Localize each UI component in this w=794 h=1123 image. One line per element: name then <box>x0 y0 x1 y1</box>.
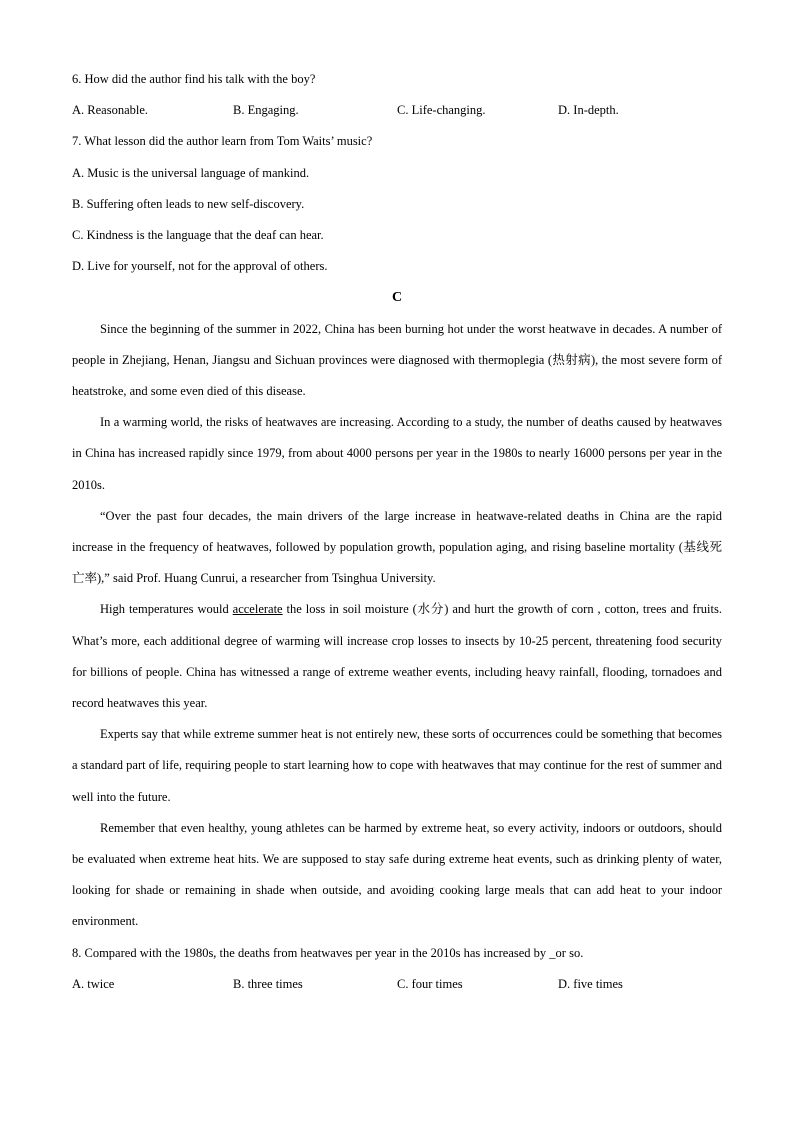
section-title: C <box>391 290 403 306</box>
option-8b: B. three times <box>233 976 303 991</box>
option-6d: D. In-depth. <box>558 103 619 118</box>
question-7: 7. What lesson did the author learn from Tom Waits’ music? <box>72 134 373 149</box>
question-8: 8. Compared with the 1980s, the deaths from heatwaves per year in the 2010s has increased by _or so. <box>72 945 584 960</box>
passage-paragraph-4 <box>72 594 722 719</box>
option-7b: B. Suffering often leads to new self-discovery. <box>72 196 305 211</box>
option-6b: B. Engaging. <box>233 103 299 118</box>
passage-paragraph-5: Experts say that while extreme summer heat is not entirely new, these sorts of occurrences could be something that becomes a standard part of life, requiring people to start learning how to cope with heatwaves that may continue for the rest of summer and well into the future. <box>72 727 722 804</box>
question-8-options <box>72 969 722 1000</box>
document-page <box>72 64 722 1000</box>
option-8d: D. five times <box>558 976 623 991</box>
option-7c: C. Kindness is the language that the deaf can hear. <box>72 228 324 242</box>
paragraph-4-rest: the loss in soil moisture (水分) and hurt the growth of corn , cotton, trees and fruits. What’s more, each additional degree of warming will increase crop losses to insects by 10-25 percent, threatening food security for billions of people. China has witnessed a range of extreme weather events, including heavy rainfall, flooding, tornadoes and record heatwaves this year. <box>72 602 722 711</box>
passage-paragraph-2: In a warming world, the risks of heatwaves are increasing. According to a study, the number of deaths caused by heatwaves in China has increased rapidly since 1979, from about 4000 persons per year in the 1980s to nearly 16000 persons per year in the 2010s. <box>72 415 722 492</box>
option-7a: A. Music is the universal language of mankind. <box>72 165 310 180</box>
option-7d: D. Live for yourself, not for the approval of others. <box>72 259 328 274</box>
option-8a: A. twice <box>72 976 115 991</box>
paragraph-4-start: High temperatures would <box>100 602 233 617</box>
option-8c: C. four times <box>397 976 463 991</box>
option-6c: C. Life-changing. <box>397 103 486 118</box>
question-6-options <box>72 95 722 126</box>
passage-paragraph-1: Since the beginning of the summer in 2022, China has been burning hot under the worst heatwave in decades. A number of people in Zhejiang, Henan, Jiangsu and Sichuan provinces were diagnosed with thermoplegia (热射病), the most severe form of heatstroke, and some even died of this disease. <box>72 321 722 399</box>
option-6a: A. Reasonable. <box>72 103 149 118</box>
question-6: 6. How did the author find his talk with the boy? <box>72 72 316 86</box>
passage-paragraph-3: “Over the past four decades, the main drivers of the large increase in heatwave-related deaths in China are the rapid increase in the frequency of heatwaves, followed by population growth, population aging, and rising baseline mortality (基线死亡率),” said Prof. Huang Cunrui, a researcher from Tsinghua University. <box>72 508 722 586</box>
underlined-word: accelerate <box>232 602 283 617</box>
passage-paragraph-6: Remember that even healthy, young athletes can be harmed by extreme heat, so every activity, indoors or outdoors, should be evaluated when extreme heat hits. We are supposed to stay safe during extreme heat events, such as drinking plenty of water, looking for shade or remaining in shade when outside, and avoiding cooking large meals that can add heat to your indoor environment. <box>72 820 722 929</box>
